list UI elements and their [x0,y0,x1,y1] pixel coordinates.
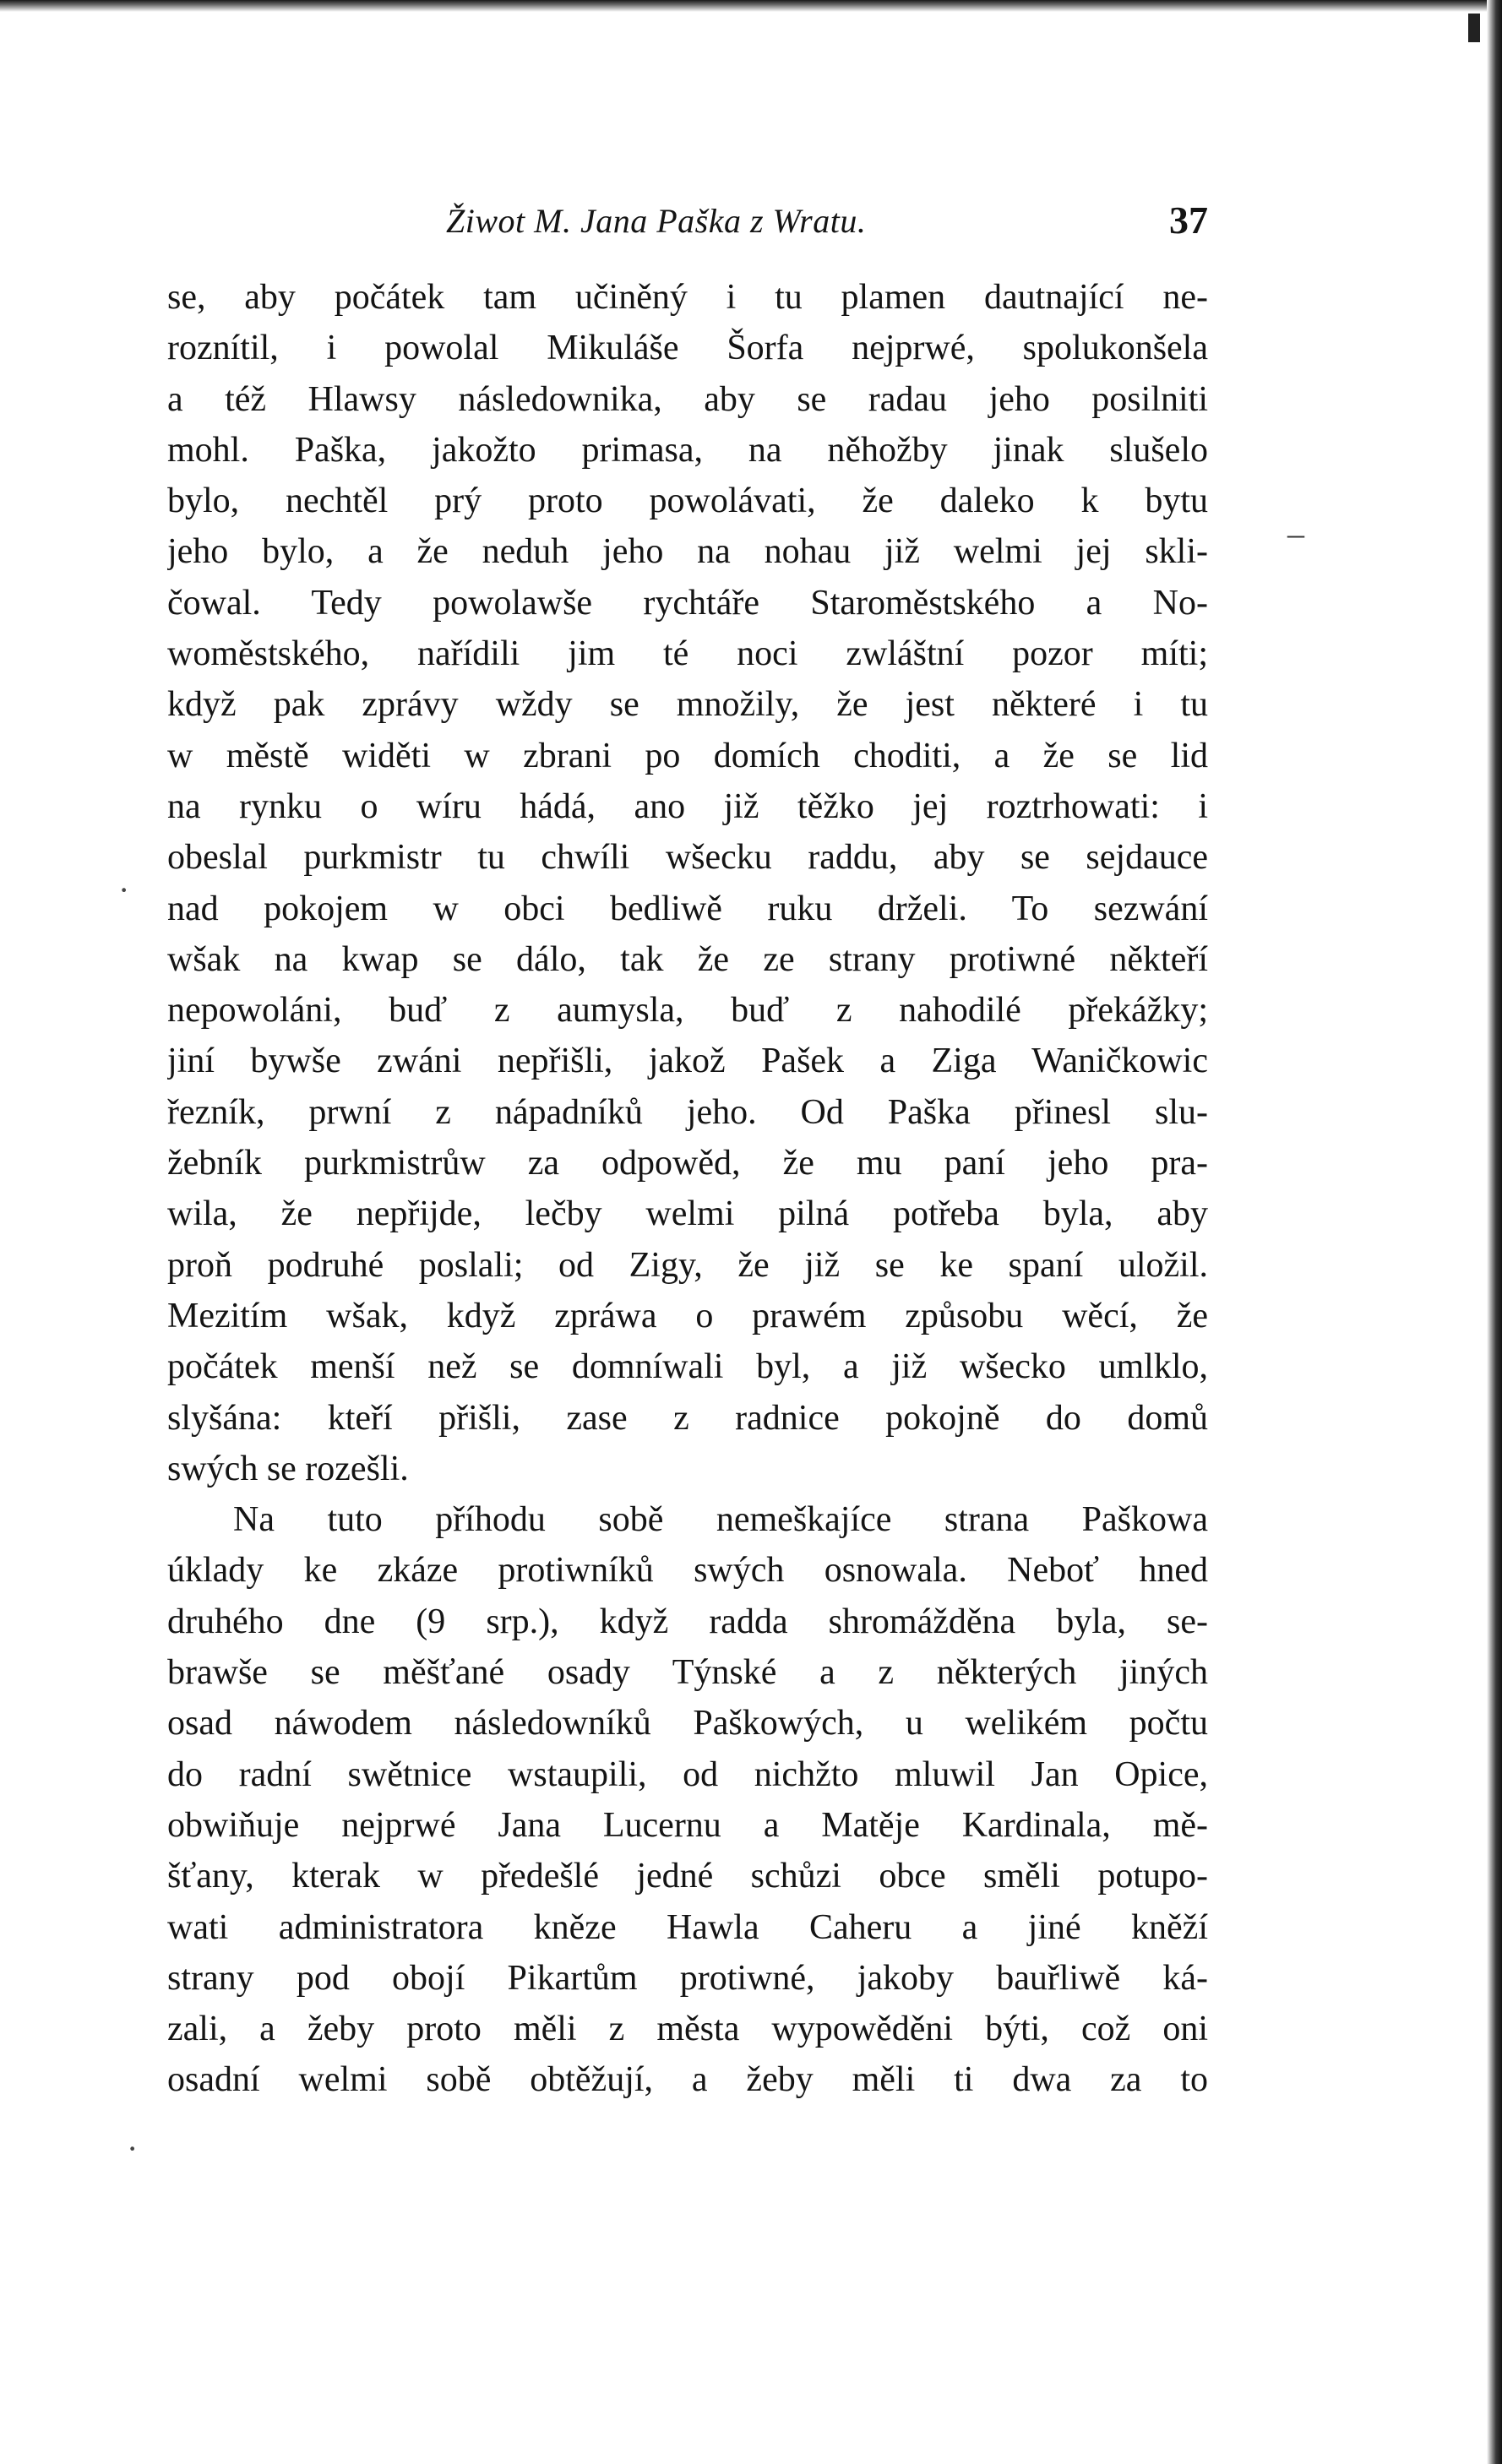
running-head-title: Žiwot M. Jana Paška z Wratu. [446,202,867,240]
text-line: jeho bylo, a že neduh jeho na nohau již welmi jej skli- [167,532,1208,572]
running-head [167,194,1208,253]
text-line: roznítil, i powolal Mikuláše Šorfa nejprwé, spolukonšela [167,329,1208,368]
text-line: počátek menší než se domníwali byl, a již wšecko umlklo, [167,1347,1208,1387]
text-line: čowal. Tedy powolawše rychtáře Staroměstského a No- [167,583,1208,623]
text-line: když pak zprávy wždy se množily, že jest některé i tu [167,685,1208,725]
margin-mark: · [127,2129,139,2168]
page-number: 37 [1169,199,1208,242]
paragraph-2 [167,1494,1208,2106]
book-page [167,194,1208,2106]
text-line: šťany, kterak w předešlé jedné schůzi obce směli potupo- [167,1857,1208,1896]
paragraph-1 [167,272,1208,1494]
margin-mark: – [1287,514,1304,552]
scan-edge-right [1487,0,1502,2464]
text-line: řezník, prwní z nápadníků jeho. Od Paška přinesl slu- [167,1092,1208,1132]
text-line: a též Hlawsy následownika, aby se radau jeho posilniti [167,379,1208,419]
text-line: nad pokojem w obci bedliwě ruku drželi. To sezwání [167,889,1208,928]
text-line: wila, že nepřijde, lečby welmi pilná potřeba byla, aby [167,1194,1208,1234]
text-line: osadní welmi sobě obtěžují, a žeby měli ti dwa za to [167,2060,1208,2100]
margin-mark: · [118,871,130,909]
text-line: obeslal purkmistr tu chwíli wšecku raddu, aby se sejdauce [167,838,1208,878]
text-line: wati administratora kněze Hawla Caheru a jiné kněží [167,1907,1208,1947]
text-line: druhého dne (9 srp.), když radda shromážděna byla, se- [167,1602,1208,1641]
scan-edge-top [0,0,1502,12]
text-line: bylo, nechtěl prý proto powolávati, že daleko k bytu [167,481,1208,521]
text-line: žebník purkmistrůw za odpowěd, že mu paní jeho pra- [167,1144,1208,1183]
text-line: úklady ke zkáze protiwníků swých osnowala. Neboť hned [167,1551,1208,1591]
text-line: se, aby počátek tam učiněný i tu plamen dautnající ne- [167,278,1208,317]
text-line: strany pod obojí Pikartům protiwné, jakoby bauřliwě ká- [167,1958,1208,1998]
text-line: mohl. Paška, jakožto primasa, na něhožby jinak slušelo [167,430,1208,470]
text-line: brawše se měšťané osady Týnské a z některých jiných [167,1653,1208,1693]
text-line: zali, a žeby proto měli z města wypowěděni býti, což oni [167,2010,1208,2049]
text-line: jiní bywše zwáni nepřišli, jakož Pašek a Ziga Waničkowic [167,1042,1208,1081]
text-line: Na tuto příhodu sobě nemeškajíce strana Paškowa [233,1500,1208,1540]
text-line: proň podruhé poslali; od Zigy, že již se ke spaní uložil. [167,1245,1208,1285]
body-text [167,272,1208,2106]
text-line: obwiňuje nejprwé Jana Lucernu a Matěje Kardinala, mě- [167,1805,1208,1845]
text-line: Mezitím wšak, když zpráwa o prawém způsobu wěcí, že [167,1296,1208,1335]
scan-mark [1468,14,1480,42]
text-line: wšak na kwap se dálo, tak že ze strany protiwné někteří [167,939,1208,979]
text-line: slyšána: kteří přišli, zase z radnice pokojně do domů [167,1398,1208,1438]
text-line: osad náwodem následowníků Paškowých, u welikém počtu [167,1704,1208,1743]
text-line: nepowoláni, buď z aumysla, buď z nahodilé překážky; [167,991,1208,1031]
text-line: swých se rozešli. [167,1449,409,1488]
text-line: do radní swětnice wstaupili, od nichžto mluwil Jan Opice, [167,1754,1208,1794]
text-line: na rynku o wíru hádá, ano již těžko jej roztrhowati: i [167,786,1208,826]
text-line: woměstského, nařídili jim té noci zwláštní pozor míti; [167,634,1208,674]
text-line: w městě widěti w zbrani po domích choditi, a že se lid [167,736,1208,775]
